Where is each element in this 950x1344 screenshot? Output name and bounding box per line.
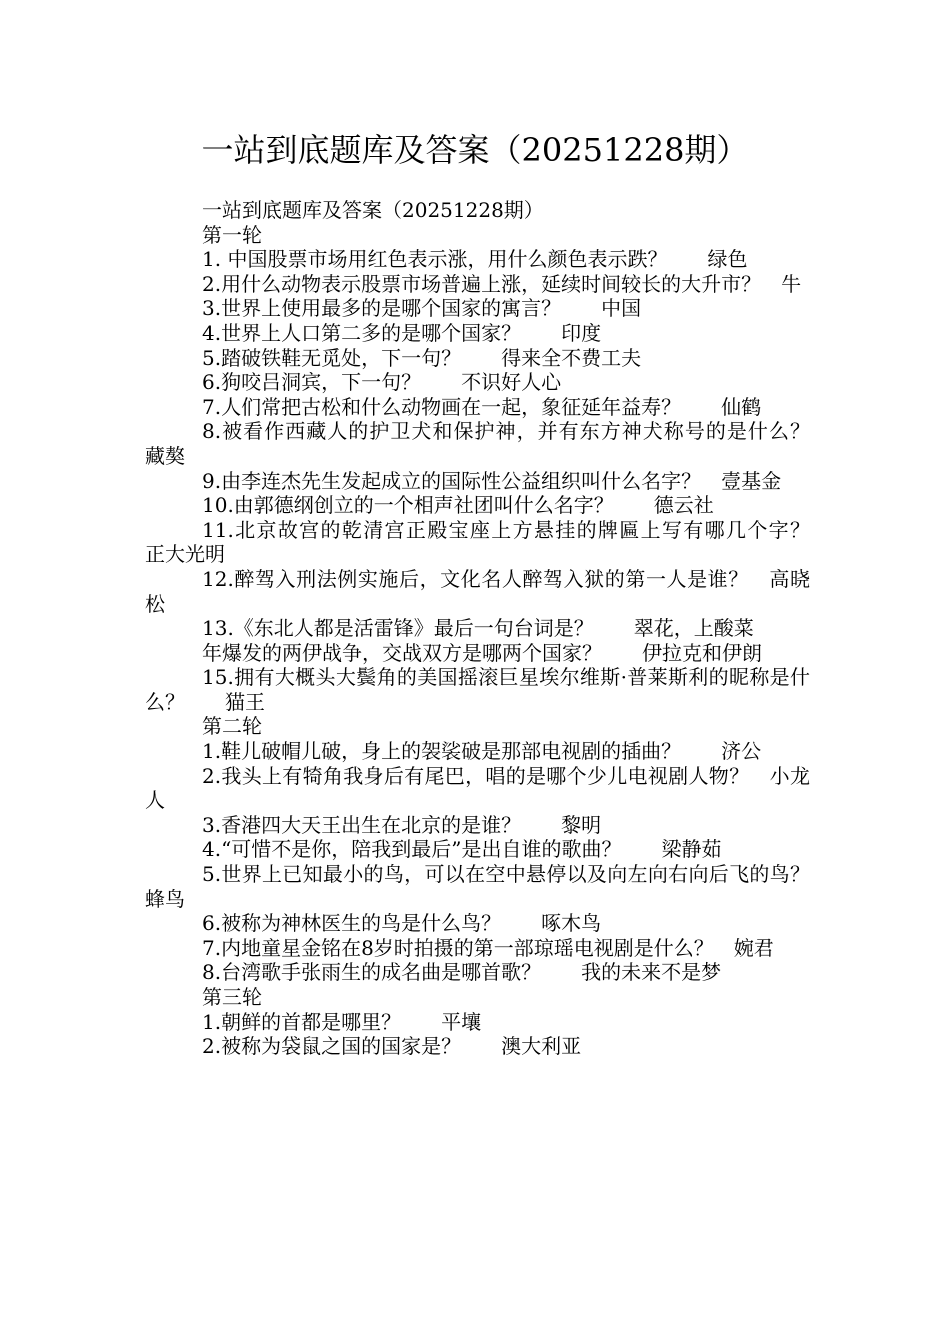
round-heading: 第二轮 [202,714,262,739]
question-line: 8.台湾歌手张雨生的成名曲是哪首歌？ 我的未来不是梦 [202,960,722,985]
question-line: 2.被称为袋鼠之国的国家是？ 澳大利亚 [202,1034,582,1059]
question-line: 6.狗咬吕洞宾，下一句？ 不识好人心 [202,370,562,395]
question-line: 1. 中国股票市场用红色表示涨，用什么颜色表示跌？ 绿色 [202,247,748,272]
round-heading: 第一轮 [202,222,262,247]
question-line: 5.世界上已知最小的鸟，可以在空中悬停以及向左向右向后飞的鸟？ 蜂鸟 [145,862,850,911]
question-line: 年爆发的两伊战争，交战双方是哪两个国家？ 伊拉克和伊朗 [202,640,762,665]
document-body [145,198,850,1059]
question-line: 4.世界上人口第二多的是哪个国家？ 印度 [202,320,602,345]
question-line: 1.朝鲜的首都是哪里？ 平壤 [202,1009,482,1034]
question-line: 7.人们常把古松和什么动物画在一起，象征延年益寿？ 仙鹤 [202,394,762,419]
question-line: 9.由李连杰先生发起成立的国际性公益组织叫什么名字？ 壹基金 [202,468,782,493]
document-title: 一站到底题库及答案（20251228期） [201,131,749,169]
question-line: 5.踏破铁鞋无觅处，下一句？ 得来全不费工夫 [202,345,642,370]
question-line: 10.由郭德纲创立的一个相声社团叫什么名字？ 德云社 [202,493,714,518]
question-line: 6.被称为神林医生的鸟是什么鸟？ 啄木鸟 [202,911,602,936]
question-line: 7.内地童星金铭在8岁时拍摄的第一部琼瑶电视剧是什么？ 婉君 [202,935,774,960]
round-heading: 第三轮 [202,985,262,1009]
question-line: 15.拥有大概头大鬓角的美国摇滚巨星埃尔维斯·普莱斯利的昵称是什么？ 猫王 [145,665,810,714]
question-line: 3.世界上使用最多的是哪个国家的寓言？ 中国 [202,296,642,321]
question-line: 8.被看作西藏人的护卫犬和保护神，并有东方神犬称号的是什么？ 藏獒 [145,419,850,468]
question-line: 13.《东北人都是活雷锋》最后一句台词是？ 翠花，上酸菜 [202,616,754,641]
question-line: 3.香港四大天王出生在北京的是谁？ 黎明 [202,812,602,837]
question-line: 1.鞋儿破帽儿破，身上的袈裟破是那部电视剧的插曲？ 济公 [202,739,762,764]
question-line: 4.“可惜不是你，陪我到最后”是出自谁的歌曲？ 梁静茹 [202,837,722,862]
question-line: 12.醉驾入刑法例实施后，文化名人醉驾入狱的第一人是谁？ 高晓松 [145,566,810,616]
subtitle-line: 一站到底题库及答案（20251228期） [202,198,544,222]
question-line: 2.用什么动物表示股票市场普遍上涨，延续时间较长的大升市？ 牛 [202,271,802,296]
question-line: 11.北京故宫的乾清宫正殿宝座上方悬挂的牌匾上写有哪几个字？ 正大光明 [145,517,850,567]
question-line: 2.我头上有犄角我身后有尾巴，唱的是哪个少儿电视剧人物？ 小龙人 [145,763,810,813]
